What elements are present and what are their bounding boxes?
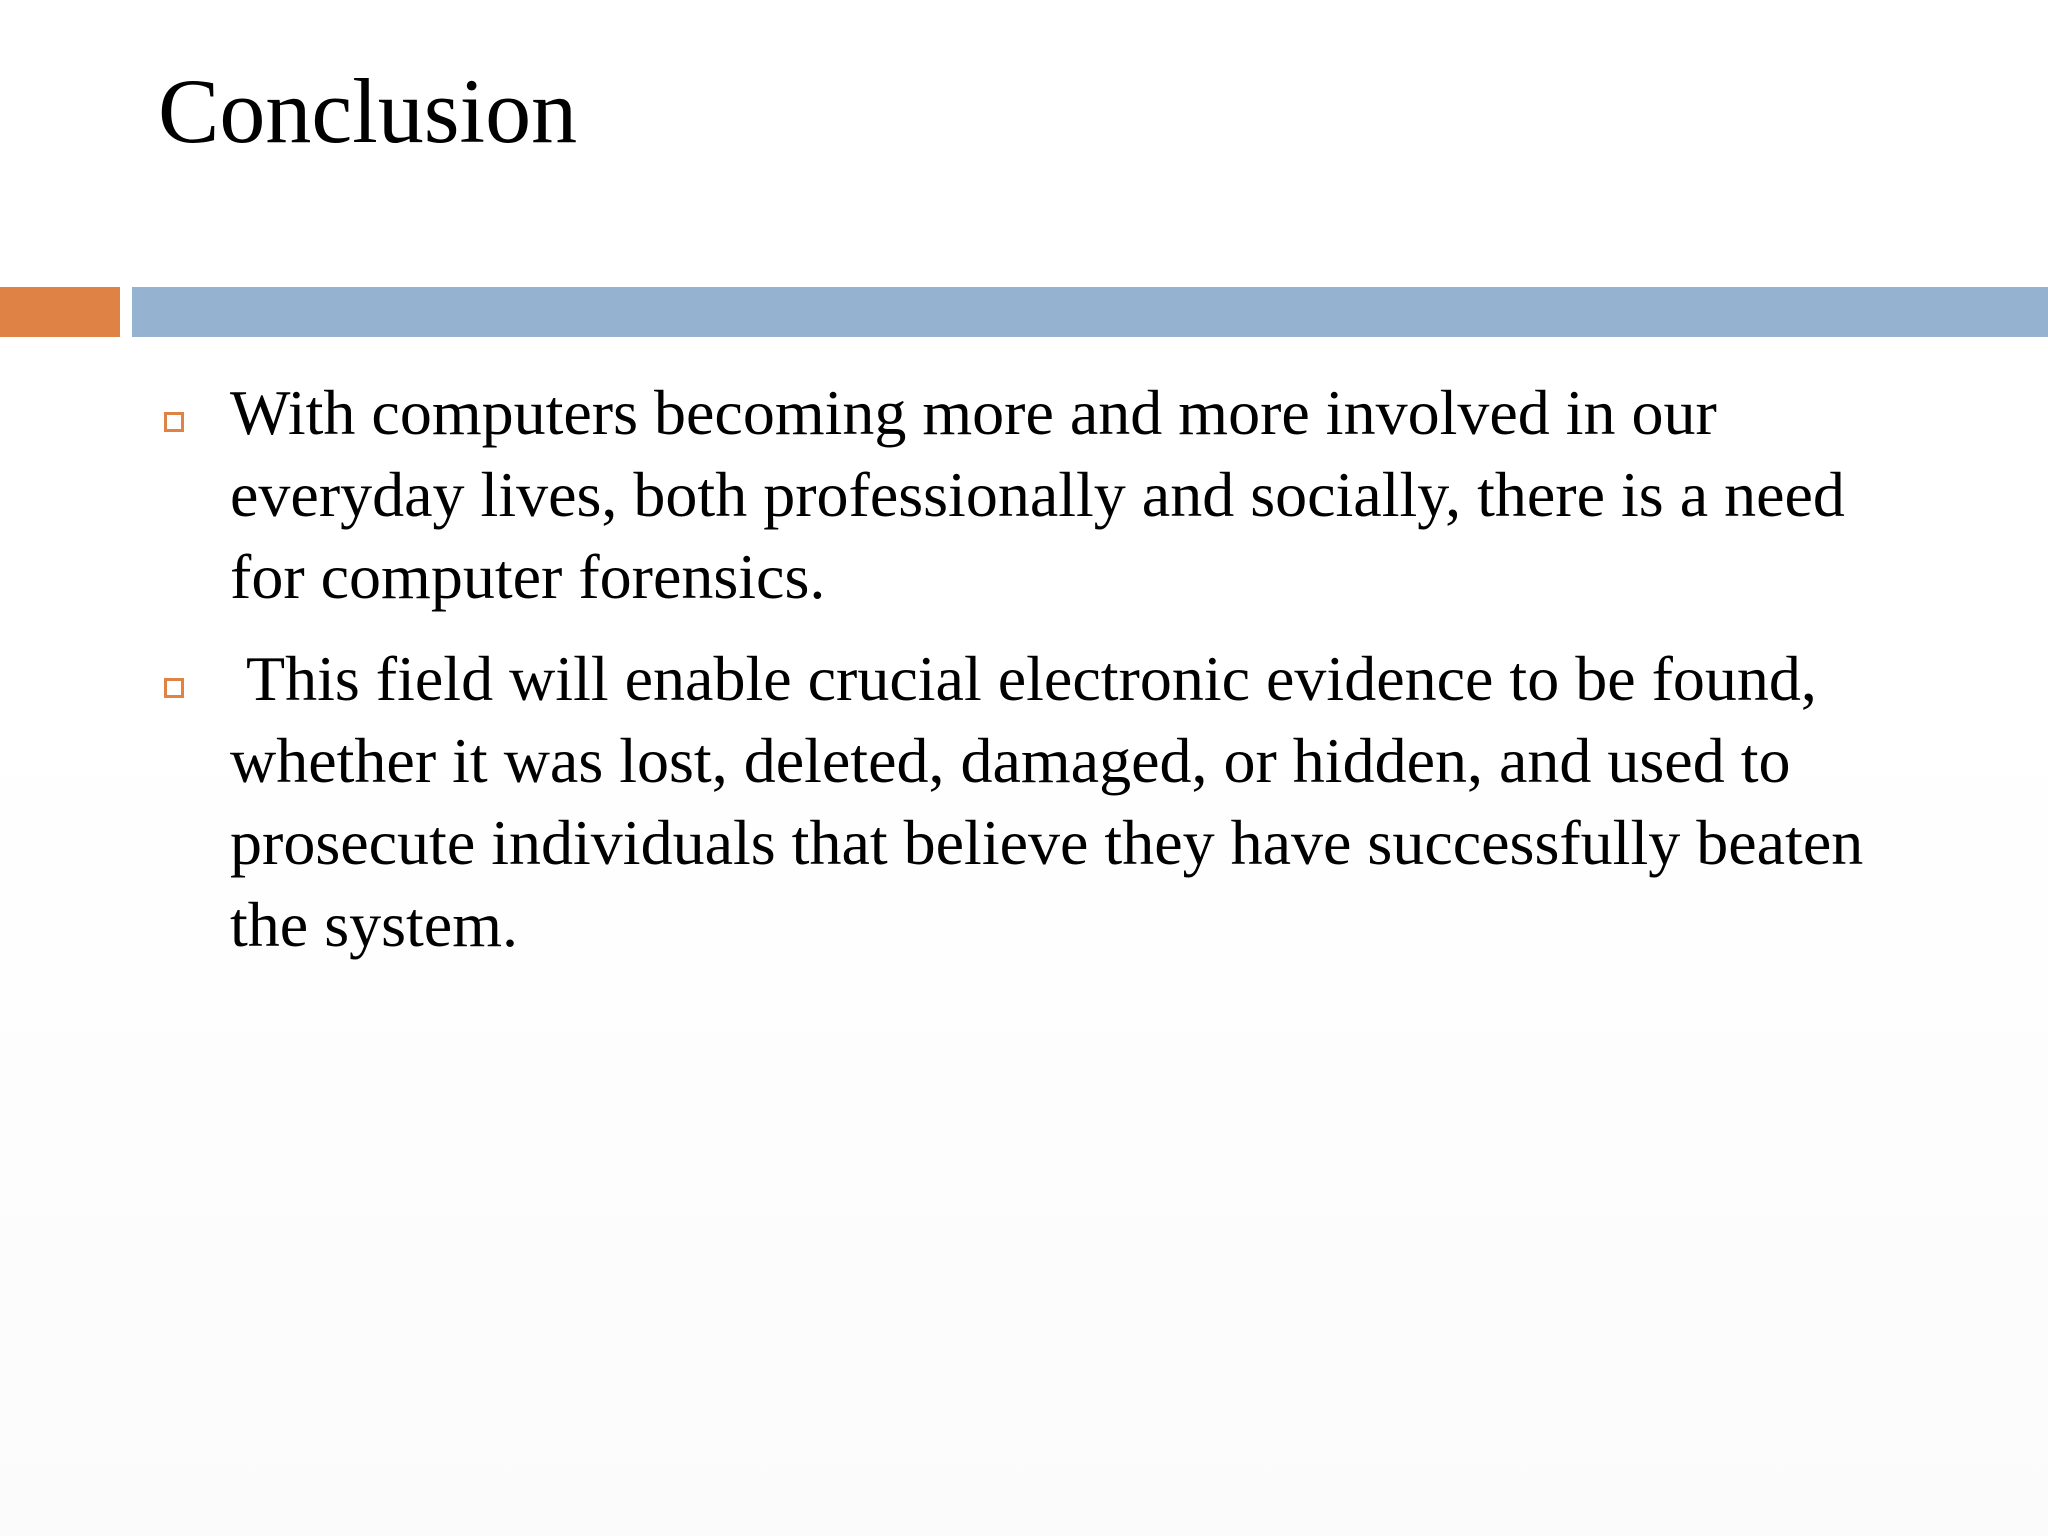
slide-title: Conclusion	[158, 60, 578, 162]
hollow-square-bullet-icon	[164, 412, 184, 432]
bullet-item	[158, 372, 1928, 618]
orange-accent-bar	[0, 287, 120, 337]
hollow-square-bullet-icon	[164, 678, 184, 698]
bullet-item	[158, 638, 1928, 966]
blue-title-bar	[132, 287, 2048, 337]
bullet-text: With computers becoming more and more involved in our everyday lives, both professionally and socially, there is a need for computer forensics.	[230, 377, 1845, 612]
bullet-text: This field will enable crucial electronic evidence to be found, whether it was lost, deleted, damaged, or hidden, and used to prosecute individuals that believe they have successfully beaten the system.	[230, 643, 1880, 960]
bullet-list	[158, 372, 1928, 986]
